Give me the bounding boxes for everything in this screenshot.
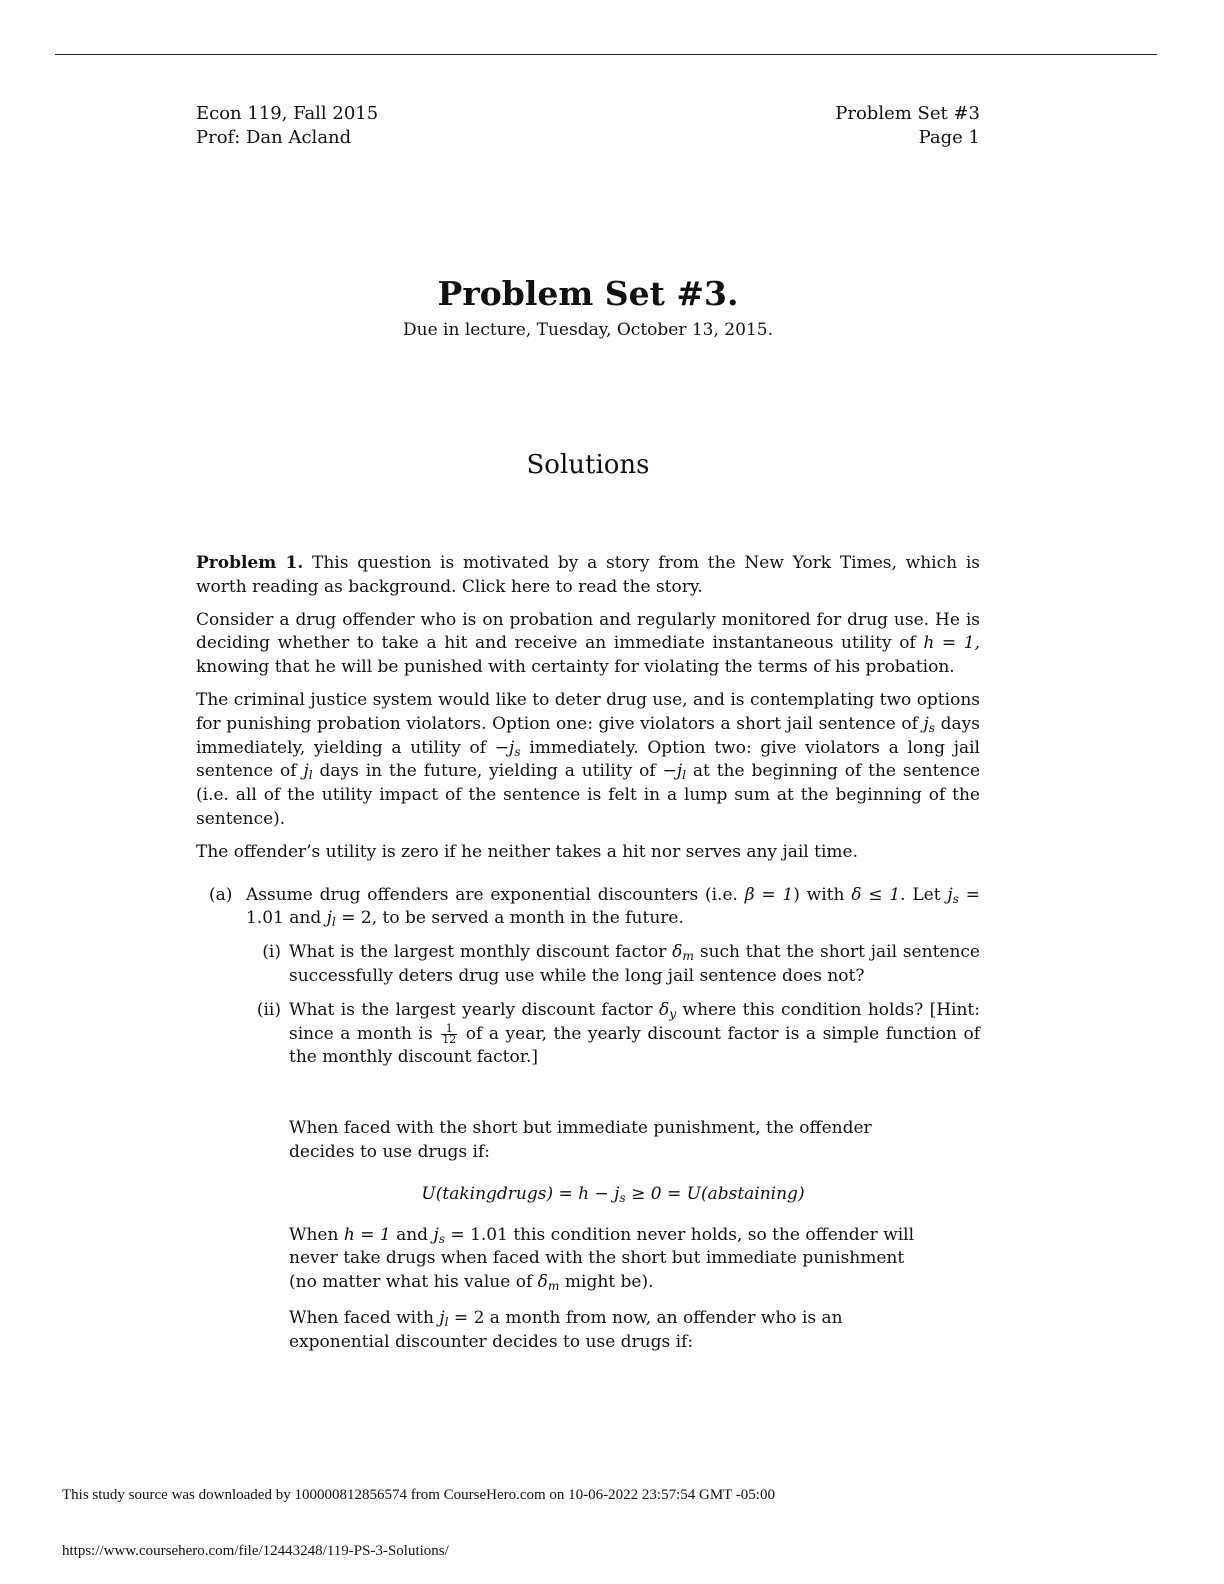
page-number: Page 1 — [918, 127, 980, 148]
header-left — [196, 102, 378, 150]
paragraph-offender: Consider a drug offender who is on probation and regularly monitored for drug use. He is deciding whether to take a hit and receive an immediate instantaneous utility of h = 1, knowing that he will be punished with certainty for violating the terms of his probation. — [196, 609, 980, 678]
top-rule — [55, 54, 1157, 55]
problem-set-label: Problem Set #3 — [835, 103, 980, 124]
solution-paragraph-1: When faced with the short but immediate punishment, the offender decides to use drugs if: — [289, 1118, 872, 1162]
document-body — [196, 552, 980, 1367]
paragraph-zero-utility: The offender’s utility is zero if he neither takes a hit nor serves any jail time. — [196, 841, 858, 862]
fraction-one-twelfth: $\frac{1}{12}$ — [442, 1021, 457, 1046]
part-ii-label: (ii) — [256, 999, 281, 1020]
due-date: Due in lecture, Tuesday, October 13, 2015. — [403, 320, 773, 340]
problem-label: Problem 1. — [196, 553, 304, 573]
utility-equation: U(takingdrugs) = $h - j_s \ge 0$ = U(abstaining) — [421, 1183, 805, 1205]
part-a-label: (a) — [209, 884, 233, 905]
problem-intro-text: This question is motivated by a story from the New York Times, which is worth reading as background. Click here to read the story. — [196, 553, 980, 597]
header-right — [835, 102, 980, 150]
part-i: (i) What is the largest monthly discount factor $\delta_m$ such that the short jail sentence successfully deters drug use while the long jail sentence does not? — [262, 942, 980, 986]
part-a: (a) Assume drug offenders are exponential discounters (i.e. β = 1) with δ ≤ 1. Let $j_s = 1.01$ and $j_l = 2$, to be served a month in the future. — [209, 884, 980, 930]
solution-paragraph-2: When h = 1 and $j_s = 1.01$ this condition never holds, so the offender will never take drugs when faced with the short but immediate punishment (no matter what his value of $\delta_m$ might be). — [289, 1224, 915, 1294]
download-notice: This study source was downloaded by 100000812856574 from CourseHero.com on 10-06-2022 23:57:54 GMT -05:00 — [62, 1487, 775, 1503]
professor-name: Prof: Dan Acland — [196, 127, 352, 148]
part-i-label: (i) — [262, 942, 281, 963]
math-h-equals-1: h = 1, — [923, 633, 980, 654]
page-title: Problem Set #3. — [437, 274, 739, 313]
course-name: Econ 119, Fall 2015 — [196, 103, 379, 124]
paragraph-options: The criminal justice system would like to deter drug use, and is contemplating two options for punishing probation violators. Option one: give violators a short jail sentence of $j_s$ days immediately, yielding a utility of $-j_s$ immediately. Option two: give violators a long jail sentence of $j_l$ days in the future, yielding a utility of $-j_l$ at the beginning of the sentence (i.e. all of the utility impact of the sentence is felt in a lump sum at the beginning of the sentence). — [196, 689, 981, 829]
solution-paragraph-3: When faced with $j_l = 2$ a month from now, an offender who is an exponential discounter decides to use drugs if: — [289, 1307, 843, 1352]
source-url[interactable]: https://www.coursehero.com/file/12443248/119-PS-3-Solutions/ — [62, 1543, 449, 1559]
problem-intro — [196, 552, 980, 600]
solutions-heading: Solutions — [526, 450, 650, 480]
part-ii: (ii) What is the largest yearly discount factor $\delta_y$ where this condition holds? [Hint: since a month is $\frac{1}{12}$ of a year, the yearly discount factor is a simple function of the monthly discount factor.] — [256, 999, 980, 1068]
solution-block — [289, 1117, 937, 1354]
